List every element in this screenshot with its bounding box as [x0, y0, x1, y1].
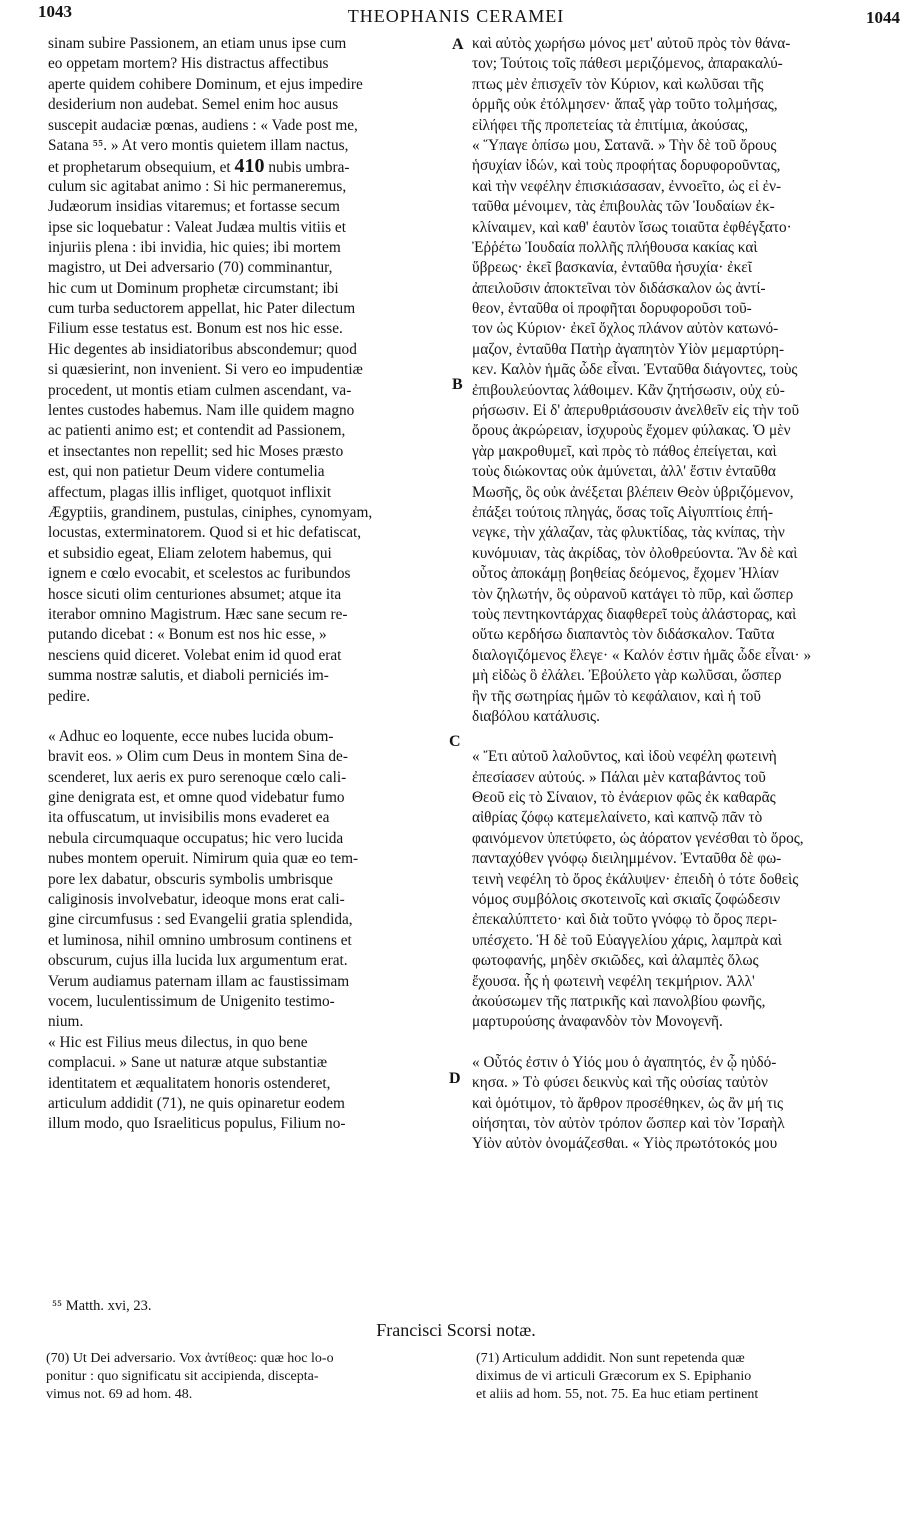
greek-text-line: νεγκε, τὴν χάλαζαν, τὰς φλυκτίδας, τὰς κνίπας, τὴν — [472, 524, 785, 542]
note-line: et aliis ad hom. 55, not. 75. Ea huc etiam pertinent — [476, 1387, 759, 1402]
latin-text-line: pedire. — [48, 687, 91, 705]
paragraph-gap — [48, 707, 440, 727]
greek-text-line: ἐπεκαλύπτετο· καὶ διὰ τοῦτο γνόφῳ τὸ ὄρος περι- — [472, 911, 778, 929]
latin-text-line: « Hic est Filius meus dilectus, in quo bene — [48, 1033, 308, 1051]
greek-text-line: τὸν ζηλωτήν, ὃς οὐρανοῦ κατάγει τὸ πῦρ, καὶ ὥσπερ — [472, 585, 794, 603]
greek-text-line: γὰρ μακροθυμεῖ, καὶ πρὸς τὸ πάθος ἐπείγεται, καὶ — [472, 442, 777, 460]
latin-text-line: identitatem et æqualitatem honoris ostenderet, — [48, 1074, 331, 1092]
greek-text-line: ἡσυχίαν ἰδών, καὶ τοὺς προφήτας δορυφοροῦντας, — [472, 157, 781, 175]
greek-text-line: ρήσωσιν. Εἰ δ' ἀπερυθριάσουσιν ἀνελθεῖν εἰς τὴν τοῦ — [472, 402, 800, 420]
latin-text-line: lentes custodes habemus. Nam ille quidem magno — [48, 402, 355, 420]
latin-text-line: sinam subire Passionem, an etiam unus ipse cum — [48, 35, 347, 52]
latin-text-line: nebula circumquaque occupatus; hic vero lucida — [48, 829, 344, 847]
greek-text-line: ἔχουσα. ἧς ἡ φωτεινὴ νεφέλη τεκμήριον. Ἀλλ' — [472, 972, 755, 990]
note-70 — [46, 1350, 446, 1404]
latin-text-line: nubes montem operuit. Nimirum quia quæ eo tem- — [48, 850, 359, 868]
latin-text-line: desiderium non audebat. Semel enim hoc ausus — [48, 96, 339, 114]
latin-text-line: Verum audiamus paternam illam ac faustissimam — [48, 972, 350, 990]
greek-text-line: ἀπειλοῦσιν ἀποκτεῖναι τὸν διδάσκαλον ὡς ἀντί- — [472, 279, 766, 297]
latin-text-line: gine denigrata est, et omne quod videbatur fumo — [48, 789, 345, 807]
greek-text-line: Ἐῤῥέτω Ἰουδαία πολλῆς πλήθουσα κακίας καὶ — [472, 238, 758, 256]
greek-text-line: καὶ τὴν νεφέλην ἐπισκιάσασαν, ἐννοεῖτο, ὡς εἰ ἐν- — [472, 177, 782, 195]
scripture-footnote: ⁵⁵ Matth. xvi, 23. — [52, 1298, 152, 1314]
greek-text-line: διαβόλου κατάλυσις. — [472, 707, 600, 725]
paragraph-gap — [472, 1033, 880, 1053]
greek-text-line: « Ὕπαγε ὀπίσω μου, Σατανᾶ. » Τὴν δὲ τοῦ ὄρους — [472, 136, 777, 154]
greek-text-line: κλίναιμεν, καὶ καθ' ἑαυτὸν ἴσως τοιαῦτα ἐφθέγξατο· — [472, 218, 792, 236]
greek-text-line: ἐπάξει τούτοις πληγάς, ὅσας τοῖς Αἰγυπτίοις ἐπή- — [472, 503, 774, 521]
latin-text-line: gine circumfusus : sed Evangelii gratia splendida, — [48, 911, 353, 929]
margin-marker-d: D — [449, 1070, 461, 1087]
running-title: THEOPHANIS CERAMEI — [347, 6, 565, 26]
greek-text-line: ὄρους ἀκρώρειαν, ἰσχυροὺς ἔχομεν φύλακας. Ὁ μὲν — [472, 422, 791, 440]
greek-text-line: οὕτω κερδήσω διαπαντὸς τὸν διδάσκαλον. Ταῦτα — [472, 626, 775, 644]
latin-text-line: caliginosis involvebatur, ideoque mons erat cali- — [48, 891, 345, 909]
greek-text-line: οὗτος ἀποκάμῃ βοηθείας δεόμενος, ἔχομεν Ἠλίαν — [472, 565, 779, 583]
greek-text-line: τοὺς πεντηκοντάρχας διαφθερεῖ τοὺς ἀλάστορας, καὶ — [472, 605, 797, 623]
latin-text-line: nesciens quid diceret. Volebat enim id quod erat — [48, 646, 342, 664]
greek-text-line: ὁρμῆς οὐκ ἐτόλμησεν· ἅπαξ γὰρ τοῦτο τολμήσας, — [472, 96, 778, 114]
greek-text-line: υπέσχετο. Ἡ δὲ τοῦ Εὐαγγελίου χάρις, λαμπρὰ καὶ — [472, 931, 782, 949]
latin-text-fragment: nubis umbra- — [268, 159, 350, 177]
greek-text-line: οἰήσηται, τὸν αὐτὸν τρόπον ὥσπερ καὶ τὸν Ἰσραὴλ — [472, 1114, 785, 1132]
greek-text-line: μὴ εἰδὼς ὃ ἐλάλει. Ἐβούλετο γὰρ κωλῦσαι, ὥσπερ — [472, 667, 782, 685]
greek-text-line: φωτοφανής, μηδὲν σκιῶδες, καὶ ἀλαμπὲς ὅλως — [472, 952, 759, 970]
note-line: (71) Articulum addidit. Non sunt repetenda quæ — [476, 1351, 745, 1366]
page-header — [0, 0, 912, 32]
latin-text-line: magistro, ut Dei adversario (70) comminantur, — [48, 259, 333, 277]
page-number-left: 1043 — [38, 2, 72, 21]
latin-text-line: ignem e cœlo evocabit, et scelestos ac furibundos — [48, 565, 351, 583]
greek-text-line: ἐπιβουλεύοντας λάθοιμεν. Κἂν ζητήσωσιν, οὐχ εὑ- — [472, 381, 785, 399]
greek-text-line: θεον, ἐνταῦθα οἱ προφῆται δορυφοροῦσι τοῦ- — [472, 300, 752, 318]
greek-text-line: διαλογιζόμενος ἔλεγε· « Καλόν ἐστιν ἡμᾶς ὧδε εἶναι· » — [472, 646, 812, 664]
greek-text-line: Θεοῦ εἰς τὸ Σίναιον, τὸ ἐνάεριον φῶς ἐκ καθαρᾶς — [472, 789, 776, 807]
greek-text-line: πτως μὲν ἐπισχεῖν τὸν Κύριον, καὶ κωλῦσαι τῆς — [472, 75, 764, 93]
latin-text-line: locustas, exterminatorem. Quod si et hic defatiscat, — [48, 524, 362, 542]
note-line: ponitur : quo significatu sit accipienda, discepta- — [46, 1369, 319, 1384]
greek-text-line: καὶ ὁμότιμον, τὸ ἄρθρον προσέθηκεν, ὡς ἂν μή τις — [472, 1094, 784, 1112]
latin-text-line: pore lex dabatur, obscuris symbolis umbrisque — [48, 870, 333, 888]
greek-text-line: Υἱὸν αὐτὸν ὀνομάζεσθαι. « Υἱὸς πρωτότοκός μου — [472, 1135, 778, 1153]
latin-text-line: summa nostræ salutis, et diaboli perniciés im- — [48, 667, 329, 685]
page-number-right: 1044 — [866, 8, 900, 27]
greek-text-line: τον; Τούτοις τοῖς πάθεσι μεριζόμενος, ἀπαρακαλύ- — [472, 55, 783, 73]
latin-text-line: ipse sic loquebatur : Valeat Judæa multis vitiis et — [48, 218, 346, 236]
greek-text-line: κυνόμυιαν, τὰς ἀκρίδας, τὸν ὀλοθρεύοντα. Ἂν δὲ καὶ — [472, 544, 798, 562]
latin-text-line: scenderet, lux aeris ex puro serenoque cœlo cali- — [48, 768, 347, 786]
latin-text-line: si quæsierint, non invenient. Si vero eo impudentiæ — [48, 361, 363, 379]
greek-column — [472, 34, 880, 1155]
greek-text-line: καὶ αὐτὸς χωρήσω μόνος μετ' αὐτοῦ πρὸς τὸν θάνα- — [472, 35, 791, 52]
margin-marker-b: B — [452, 376, 463, 393]
greek-text-line: Μωσῆς, ὃς οὐκ ἀνέξεται βλέπειν Θεὸν ὑβριζόμενον, — [472, 483, 794, 501]
latin-text-line: Satana ⁵⁵. » At vero montis quietem illam nactus, — [48, 136, 349, 154]
greek-text-line: κησα. » Τὸ φύσει δεικνὺς καὶ τῆς οὐσίας ταὐτὸν — [472, 1074, 768, 1092]
latin-text-line: nium. — [48, 1013, 84, 1031]
latin-text-line: aperte quidem cohibere Dominum, et ejus impedire — [48, 75, 363, 93]
latin-text-line: procedent, ut montis etiam culmen ascendant, va- — [48, 381, 352, 399]
greek-text-line: εἰλήφει τῆς προπετείας τὰ ἐπιτίμια, ἀκούσας, — [472, 116, 749, 134]
latin-text-line: vocem, luculentissimum de Unigenito testimo- — [48, 992, 335, 1010]
latin-text-line: hic cum ut Dominum prophetæ circumstant; ibi — [48, 279, 339, 297]
greek-text-line: τεινὴ νεφέλη τὸ ὄρος ἐκάλυψεν· ἐπειδὴ ὁ τότε δοθεὶς — [472, 870, 799, 888]
greek-text-line: μαζον, ἐνταῦθα Πατὴρ ἀγαπητὸν Υἱὸν μεμαρτύρη- — [472, 340, 785, 358]
greek-text-line: μαρτυρούσης ἀναφανδὸν τὸν Μονογενῆ. — [472, 1013, 723, 1031]
latin-text-fragment: et prophetarum obsequium, et — [48, 159, 231, 177]
latin-text-line: iterabor omnino Magistrum. Hæc sane secum re- — [48, 605, 348, 623]
latin-text-line: et subsidio egeat, Eliam zelotem habemus, qui — [48, 544, 332, 562]
greek-text-line: « Ἔτι αὐτοῦ λαλοῦντος, καὶ ἰδοὺ νεφέλη φωτεινὴ — [472, 748, 777, 766]
latin-text-line: injuriis plena : ibi invidia, hic quies; ibi mortem — [48, 238, 341, 256]
greek-text-line: τον ὡς Κύριον· ἐκεῖ ὄχλος πλάνον αὐτὸν κατωνό- — [472, 320, 779, 338]
greek-text-line: ἀκούσωμεν τῆς πατρικῆς καὶ πανολβίου φωνῆς, — [472, 992, 766, 1010]
column-number: 410 — [234, 156, 265, 177]
latin-text-line: hosce sicuti olim centuriones absumet; atque ita — [48, 585, 342, 603]
greek-text-line: « Οὗτός ἐστιν ὁ Υἱός μου ὁ ἀγαπητός, ἐν ᾧ ηὐδό- — [472, 1053, 777, 1071]
greek-text-line: πανταχόθεν γνόφῳ διειλημμένον. Ἐνταῦθα δὲ φω- — [472, 850, 782, 868]
latin-text-line: Ægyptiis, grandinem, pustulas, ciniphes, cynomyam, — [48, 503, 373, 521]
greek-text-line: ὕβρεως· ἐκεῖ βασκανία, ἐνταῦθα ἡσυχία· ἐκεῖ — [472, 259, 752, 277]
note-71 — [476, 1350, 876, 1404]
latin-text-line: putando dicebat : « Bonum est nos hic esse, » — [48, 626, 327, 644]
latin-text-line: illum modo, quo Israeliticus populus, Filium no- — [48, 1115, 346, 1133]
note-line: diximus de vi articuli Græcorum ex S. Epiphanio — [476, 1369, 752, 1384]
latin-text-line: affectum, plagas illis infliget, quotquot inflixit — [48, 483, 332, 501]
note-line: (70) Ut Dei adversario. Vox ἀντίθεος: quæ hoc lo-o — [46, 1351, 334, 1366]
margin-marker-c: C — [449, 733, 461, 750]
latin-text-line: Judæorum insidias vitaremus; et fortasse secum — [48, 198, 340, 216]
latin-text-line: bravit eos. » Olim cum Deus in montem Sina de- — [48, 748, 348, 766]
latin-text-line: et luminosa, nihil omnino umbrosum continens et — [48, 931, 352, 949]
latin-text-line: articulum addidit (71), ne quis opinaretur eodem — [48, 1094, 345, 1112]
note-line: vimus not. 69 ad hom. 48. — [46, 1387, 193, 1402]
greek-text-line: φαινόμενον ὑπετύφετο, ὡς ἀόρατον γενέσθαι τὸ ὄρος, — [472, 829, 804, 847]
latin-text-line: eo oppetam mortem? His distractus affectibus — [48, 55, 329, 73]
paragraph-gap — [472, 727, 880, 747]
latin-text-line: ita offuscatum, ut invisibilis mons evaderet ea — [48, 809, 330, 827]
latin-text-line: est, qui non patietur Deum videre contumelia — [48, 463, 325, 481]
latin-text-line: Filium esse testatus est. Bonum est nos hic esse. — [48, 320, 343, 338]
latin-text-line: culum sic agitabat animo : Si hic permaneremus, — [48, 177, 347, 195]
greek-text-line: αἰθρίας ζόφῳ κατεμελαίνετο, καὶ καπνῷ πᾶν τὸ — [472, 809, 763, 827]
latin-text-line: suscepit audaciæ pœnas, audiens : « Vade post me, — [48, 116, 358, 134]
latin-text-line — [48, 156, 440, 176]
greek-text-line: τοὺς διώκοντας οὐκ ἀμύνεται, ἀλλ' ἔστιν ἐνταῦθα — [472, 463, 776, 481]
latin-text-line: Hic degentes ab insidiatoribus abscondemur; quod — [48, 340, 357, 358]
latin-text-line: complacui. » Sane ut naturæ atque substantiæ — [48, 1054, 328, 1072]
greek-text-line: ταῦθα μένοιμεν, τὰς ἐπιβουλὰς τῶν Ἰουδαίων ἐκ- — [472, 198, 775, 216]
latin-text-line: obscurum, cujus illa lucida lux argumentum erat. — [48, 952, 348, 970]
greek-text-line: ἣν τῆς σωτηρίας ἡμῶν τὸ κεφάλαιον, καὶ ἡ τοῦ — [472, 687, 761, 705]
latin-text-line: « Adhuc eo loquente, ecce nubes lucida obum- — [48, 727, 334, 745]
notes-title: Francisci Scorsi notæ. — [376, 1320, 536, 1340]
latin-column — [48, 34, 440, 1135]
greek-text-line: νόμος συμβόλοις σκοτεινοῖς καὶ σκιαῖς ζοφώδεσιν — [472, 891, 781, 909]
latin-text-line: ac patienti animo est; et contendit ad Passionem, — [48, 422, 346, 440]
greek-text-line: ἐπεσίασεν αὐτούς. » Πάλαι μὲν καταβάντος τοῦ — [472, 768, 766, 786]
greek-text-line: κεν. Καλὸν ἡμᾶς ὧδε εἶναι. Ἐνταῦθα διάγοντες, τοὺς — [472, 361, 798, 379]
latin-text-line: et insectantes non repellit; sed hic Moses præsto — [48, 442, 344, 460]
latin-text-line: cum turba seductorem appellat, hic Pater dilectum — [48, 300, 356, 318]
margin-marker-a: A — [452, 36, 464, 53]
